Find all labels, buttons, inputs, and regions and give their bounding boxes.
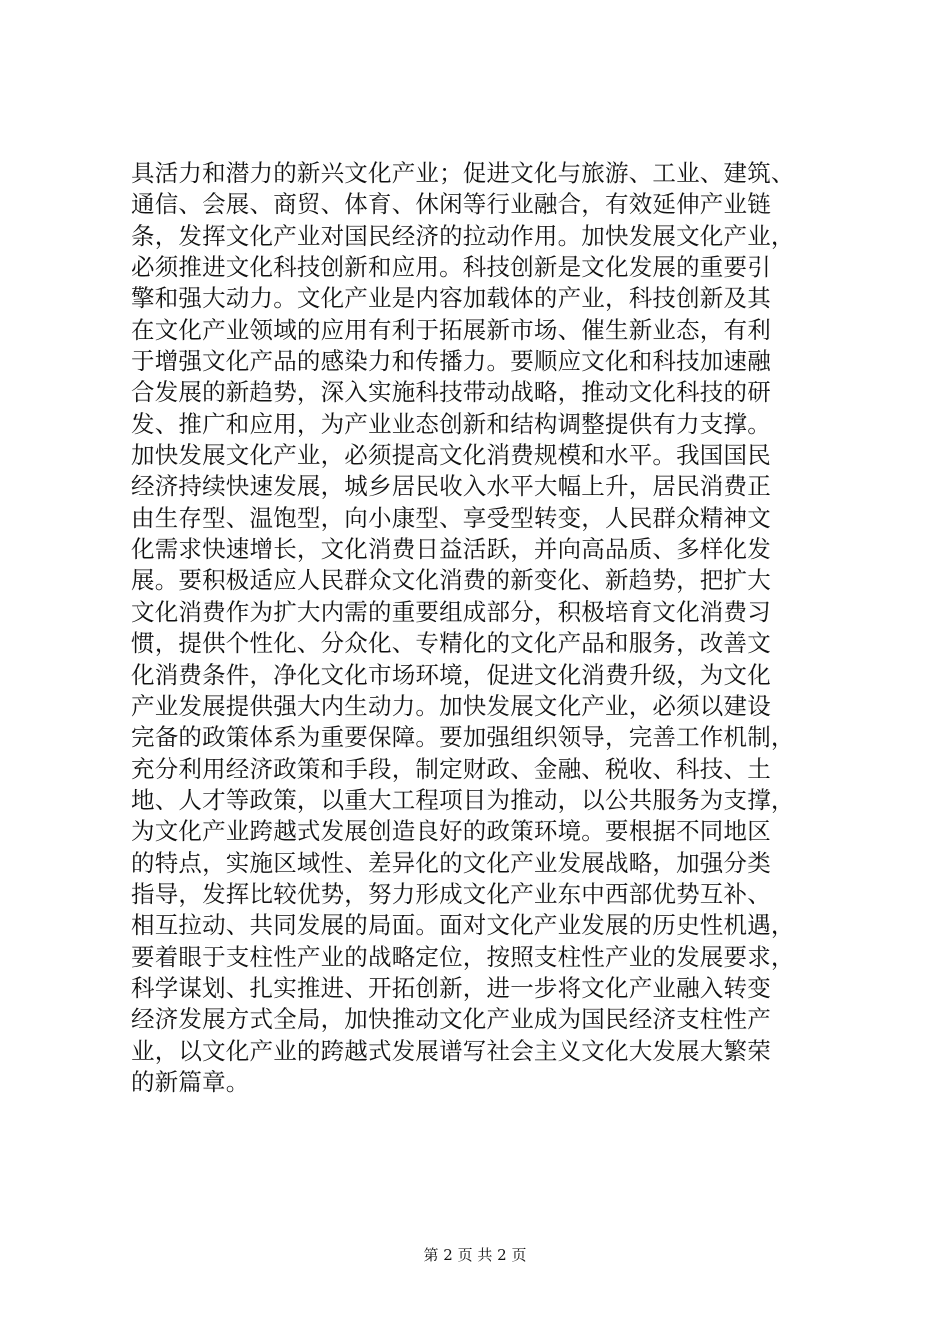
text-line: 相互拉动、共同发展的局面。面对文化产业发展的历史性机遇， bbox=[131, 911, 795, 940]
text-line: 完备的政策体系为重要保障。要加强组织领导，完善工作机制， bbox=[131, 723, 795, 752]
text-line: 于增强文化产品的感染力和传播力。要顺应文化和科技加速融 bbox=[131, 347, 771, 376]
text-line: 由生存型、温饱型，向小康型、享受型转变，人民群众精神文 bbox=[131, 503, 771, 532]
text-line: 地、人才等政策，以重大工程项目为推动，以公共服务为支撑， bbox=[131, 785, 795, 814]
text-line: 通信、会展、商贸、体育、休闲等行业融合，有效延伸产业链 bbox=[131, 190, 771, 219]
text-line: 合发展的新趋势，深入实施科技带动战略，推动文化科技的研 bbox=[131, 378, 771, 407]
text-line: 具活力和潜力的新兴文化产业；促进文化与旅游、工业、建筑、 bbox=[131, 159, 795, 187]
text-line: 加快发展文化产业，必须提高文化消费规模和水平。我国国民 bbox=[131, 441, 771, 470]
text-line: 必须推进文化科技创新和应用。科技创新是文化发展的重要引 bbox=[131, 253, 771, 282]
text-line: 发、推广和应用，为产业业态创新和结构调整提供有力支撑。 bbox=[131, 409, 771, 438]
text-line: 科学谋划、扎实推进、开拓创新，进一步将文化产业融入转变 bbox=[131, 973, 771, 1002]
page-number-label: 第 2 页 共 2 页 bbox=[423, 1246, 527, 1264]
text-line: 在文化产业领域的应用有利于拓展新市场、催生新业态，有利 bbox=[131, 315, 771, 344]
text-line: 的特点，实施区域性、差异化的文化产业发展战略，加强分类 bbox=[131, 848, 771, 877]
text-line: 化需求快速增长，文化消费日益活跃，并向高品质、多样化发 bbox=[131, 535, 771, 564]
page-footer bbox=[0, 1244, 950, 1265]
text-line: 充分利用经济政策和手段，制定财政、金融、税收、科技、土 bbox=[131, 754, 771, 783]
body-text bbox=[131, 158, 851, 1098]
text-line: 展。要积极适应人民群众文化消费的新变化、新趋势，把扩大 bbox=[131, 566, 771, 595]
text-line: 要着眼于支柱性产业的战略定位，按照支柱性产业的发展要求， bbox=[131, 942, 795, 971]
text-line: 业，以文化产业的跨越式发展谱写社会主义文化大发展大繁荣 bbox=[131, 1036, 771, 1065]
text-line: 惯，提供个性化、分众化、专精化的文化产品和服务，改善文 bbox=[131, 629, 771, 658]
text-line: 经济持续快速发展，城乡居民收入水平大幅上升，居民消费正 bbox=[131, 472, 771, 501]
text-line: 为文化产业跨越式发展创造良好的政策环境。要根据不同地区 bbox=[131, 817, 771, 846]
text-line: 产业发展提供强大内生动力。加快发展文化产业，必须以建设 bbox=[131, 691, 771, 720]
text-line: 指导，发挥比较优势，努力形成文化产业东中西部优势互补、 bbox=[131, 879, 771, 908]
text-line: 化消费条件，净化文化市场环境，促进文化消费升级，为文化 bbox=[131, 660, 771, 689]
text-line: 文化消费作为扩大内需的重要组成部分，积极培育文化消费习 bbox=[131, 597, 771, 626]
text-line: 的新篇章。 bbox=[131, 1067, 250, 1096]
text-line: 条，发挥文化产业对国民经济的拉动作用。加快发展文化产业， bbox=[131, 221, 795, 250]
text-line: 擎和强大动力。文化产业是内容加载体的产业，科技创新及其 bbox=[131, 284, 771, 313]
text-line: 经济发展方式全局，加快推动文化产业成为国民经济支柱性产 bbox=[131, 1005, 771, 1034]
